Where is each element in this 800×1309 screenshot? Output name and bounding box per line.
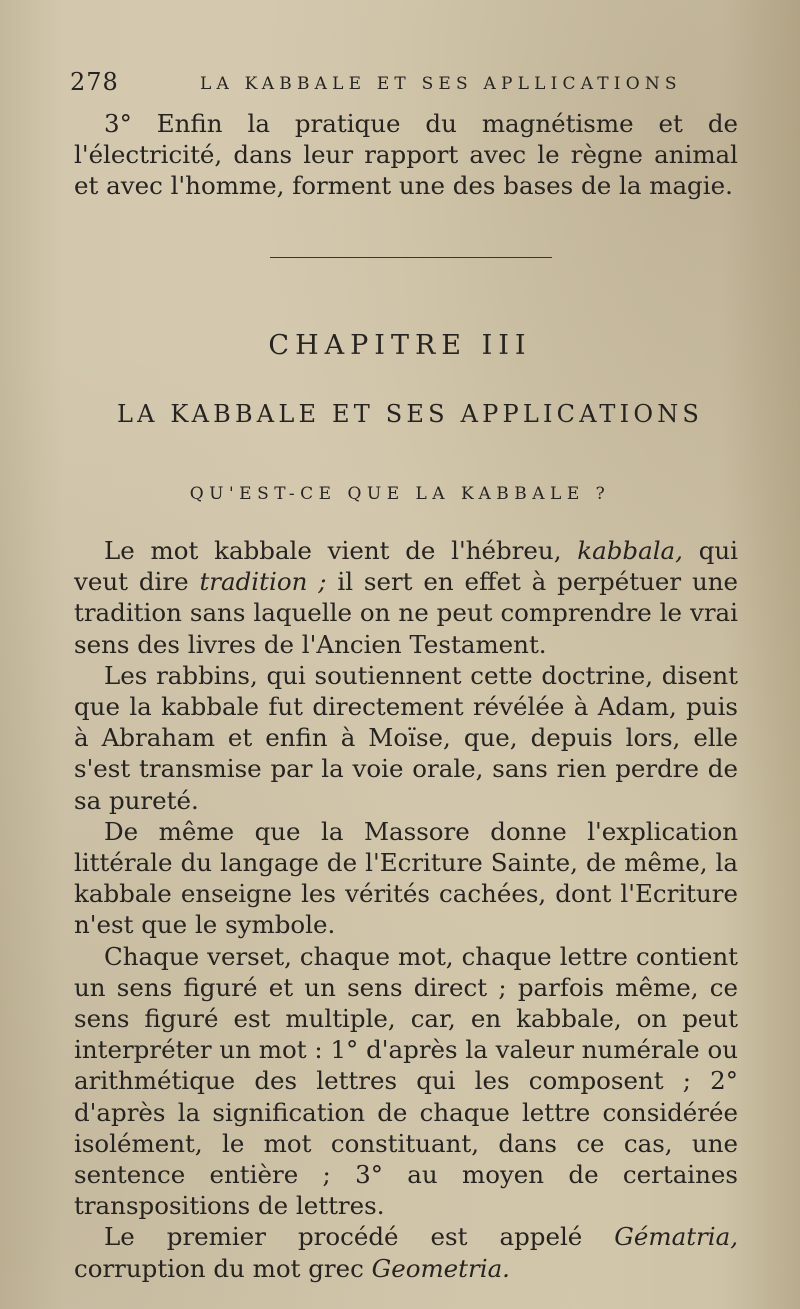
paragraph-5-term-gematria: Gématria, [614,1222,738,1252]
intro-paragraph: 3° Enfin la pratique du magnétisme et de l'électricité, dans leur rapport avec le règne animal et avec l'homme, forment une des bases de la magie. [74,109,738,201]
intro-text [74,108,738,202]
body-text [74,535,738,1284]
chapter-number: CHAPITRE III [268,330,532,361]
chapter-title: LA KABBALE ET SES APPLICATIONS [116,400,704,428]
running-head [70,68,682,98]
paragraph-5 [74,1221,738,1283]
paragraph-1-text-a: Le mot kabbale vient de l'hébreu, [104,536,578,565]
paragraph-3: De même que la Massore donne l'explication littérale du langage de l'Ecriture Sainte, de même, la kabbale enseigne les vérités cachées, dont l'Ecriture n'est que le symbole. [74,816,738,940]
paragraph-5-text-c: corruption du mot grec [74,1253,372,1283]
section-title: QU'EST-CE QUE LA KABBALE ? [189,484,611,504]
paragraph-1-text-e: il sert en effet à perpétuer une tradition sans laquelle on ne peut comprendre le vrai sens des livres de l'Ancien Testament. [74,567,739,659]
paragraph-5-term-geometria: Geometria. [371,1253,510,1283]
paragraph-1-term-tradition: tradition ; [199,567,327,597]
running-title: LA KABBALE ET SES APLLICATIONS [200,74,682,94]
paragraph-5-text-a: Le premier procédé est appelé [104,1222,615,1252]
paragraph-1-term-kabbala: kabbala, [577,536,683,565]
paragraph-1-text-c: qui veut dire [74,536,738,597]
paragraph-1 [74,535,738,660]
paragraph-2: Les rabbins, qui soutiennent cette doctrine, disent que la kabbale fut directement révélée à Adam, puis à Abraham et enfin à Moïse, que, depuis lors, elle s'est transmise par la voie orale, sans rien perdre de sa pureté. [74,660,738,815]
paragraph-4: Chaque verset, chaque mot, chaque lettre contient un sens figuré et un sens direct ; parfois même, ce sens figuré est multiple, car, en kabbale, on peut interpréter un mot : 1° d'après la valeur numérale ou arithmétique des lettres qui les composent ; 2° d'après la signification de chaque lettre considérée isolément, le mot constituant, dans ce cas, une sentence entière ; 3° au moyen de certaines transpositions de lettres. [74,941,738,1221]
section-divider [270,257,552,258]
page-number: 278 [70,68,119,96]
